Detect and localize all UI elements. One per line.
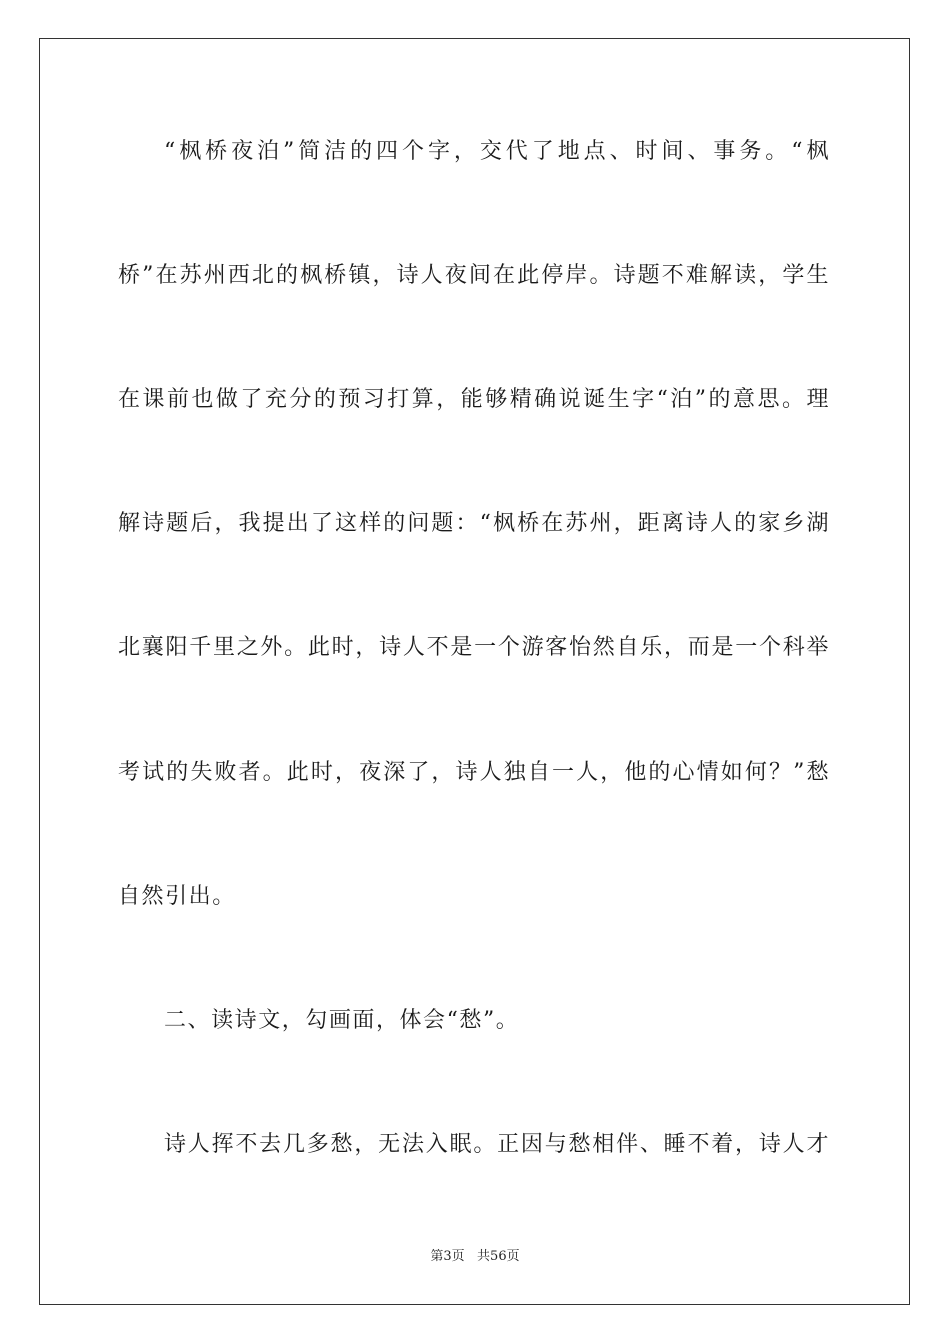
paragraph-line-2: 桥”在苏州西北的枫桥镇，诗人夜间在此停岸。诗题不难解读，学生 <box>118 263 830 288</box>
paragraph-line-5: 北襄阳千里之外。此时，诗人不是一个游客怡然自乐，而是一个科举 <box>118 635 830 660</box>
paragraph-line-3: 在课前也做了充分的预习打算，能够精确说诞生字“泊”的意思。理 <box>118 387 830 412</box>
paragraph-line-9: 诗人挥不去几多愁，无法入眠。正因与愁相伴、睡不着，诗人才 <box>164 1132 830 1157</box>
paragraph-line-7: 自然引出。 <box>118 884 236 909</box>
section-heading: 二、读诗文，勾画面，体会“愁”。 <box>164 1008 520 1033</box>
paragraph-line-6: 考试的失败者。此时，夜深了，诗人独自一人，他的心情如何？”愁 <box>118 760 830 785</box>
page-number-footer: 第3页 共56页 <box>430 1249 520 1264</box>
paragraph-line-1: “枫桥夜泊”简洁的四个字，交代了地点、时间、事务。“枫 <box>164 139 830 164</box>
page-border <box>39 38 910 1305</box>
paragraph-line-4: 解诗题后，我提出了这样的问题：“枫桥在苏州，距离诗人的家乡湖 <box>118 511 830 536</box>
